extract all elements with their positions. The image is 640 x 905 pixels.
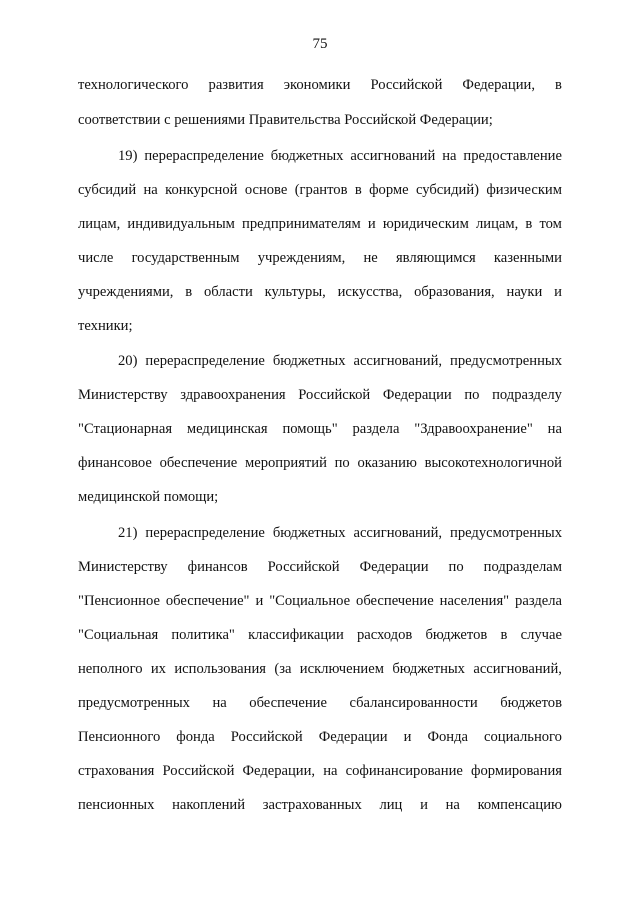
word: расходов — [356, 627, 413, 643]
word: Федерации — [318, 729, 388, 745]
word: форме — [369, 182, 409, 198]
word: компенсацию — [477, 797, 562, 813]
word: не — [363, 250, 378, 266]
text-line — [78, 215, 562, 233]
word: и — [367, 216, 376, 232]
word: случае — [520, 627, 562, 643]
word: Российской — [162, 763, 235, 779]
word: культуры, — [264, 284, 326, 300]
word: помощь" — [282, 421, 338, 437]
word: формирования — [471, 763, 562, 779]
word: конкурсной — [165, 182, 238, 198]
word: Пенсионного — [78, 729, 161, 745]
text-line — [78, 626, 562, 644]
text-line — [78, 386, 562, 404]
word: 19) — [118, 148, 138, 164]
word: том — [539, 216, 562, 232]
word: Российской — [370, 77, 443, 93]
word: раздела — [352, 421, 400, 437]
word: оказанию — [357, 455, 417, 471]
word: развития — [208, 77, 264, 93]
word: казенными — [493, 250, 562, 266]
word: на — [323, 763, 338, 779]
word: Фонда — [427, 729, 468, 745]
word: страхования — [78, 763, 155, 779]
word: в — [555, 77, 562, 93]
text-line — [78, 147, 562, 165]
word: социального — [484, 729, 562, 745]
word: сбалансированности — [349, 695, 478, 711]
word: перераспределение — [145, 525, 265, 541]
text-line — [78, 558, 562, 576]
word: софинансирование — [345, 763, 463, 779]
word: бюджетов — [425, 627, 488, 643]
word: фонда — [176, 729, 215, 745]
word: здравоохранения — [180, 387, 286, 403]
word: обеспечение — [356, 593, 434, 609]
word: лиц — [379, 797, 403, 813]
word: лицам, — [78, 216, 121, 232]
word: Федерации, — [242, 763, 316, 779]
word: и — [420, 797, 428, 813]
word: и — [255, 593, 264, 609]
word: по — [334, 455, 350, 471]
word: "Пенсионное — [78, 593, 160, 609]
word: предусмотренных — [78, 695, 190, 711]
word: обеспечение" — [165, 593, 250, 609]
word: предусмотренных — [450, 525, 562, 541]
word: науки — [506, 284, 543, 300]
word: "Стационарная — [78, 421, 173, 437]
word: на — [547, 421, 562, 437]
word: ассигнований, — [473, 661, 562, 677]
word: предоставление — [463, 148, 562, 164]
word: обеспечение — [159, 455, 238, 471]
word: ассигнований, — [353, 353, 443, 369]
word: застрахованных — [262, 797, 362, 813]
word: в — [525, 216, 533, 232]
word: 20) — [118, 353, 138, 369]
word: финансовое — [78, 455, 152, 471]
word: бюджетных — [392, 661, 465, 677]
word: раздела — [515, 593, 562, 609]
word: по — [448, 559, 464, 575]
word: исключением — [299, 661, 384, 677]
word: населения" — [439, 593, 510, 609]
text-line: техники; — [78, 318, 133, 334]
word: на — [143, 182, 158, 198]
word: ассигнований — [350, 148, 436, 164]
word: по — [464, 387, 480, 403]
word: 21) — [118, 525, 138, 541]
word: бюджетных — [270, 148, 344, 164]
word: "Здравоохранение" — [414, 421, 533, 437]
text-line — [78, 728, 562, 746]
word: индивидуальным — [127, 216, 235, 232]
text-line — [78, 524, 562, 542]
word: в — [354, 182, 362, 198]
word: высокотехнологичной — [424, 455, 562, 471]
word: (грантов — [294, 182, 348, 198]
word: подразделам — [483, 559, 562, 575]
word: и — [403, 729, 412, 745]
word: предусмотренных — [450, 353, 562, 369]
word: перераспределение — [145, 353, 265, 369]
word: числе — [78, 250, 114, 266]
word: "Социальная — [78, 627, 159, 643]
word: мероприятий — [244, 455, 327, 471]
word: на — [212, 695, 227, 711]
word: в — [500, 627, 508, 643]
word: Федерации, — [462, 77, 535, 93]
word: финансов — [187, 559, 248, 575]
text-line — [78, 454, 562, 472]
word: являющимся — [395, 250, 476, 266]
text-line — [78, 283, 562, 301]
word: Российской — [298, 387, 371, 403]
text-line — [78, 420, 562, 438]
text-line — [78, 76, 562, 94]
word: пенсионных — [78, 797, 155, 813]
text-line — [78, 249, 562, 267]
word: физическим — [486, 182, 562, 198]
word: ассигнований, — [353, 525, 443, 541]
text-line: медицинской помощи; — [78, 489, 219, 505]
word: использования — [174, 661, 266, 677]
word: Министерству — [78, 559, 168, 575]
word: на — [442, 148, 457, 164]
word: Российской — [267, 559, 340, 575]
word: подразделу — [492, 387, 562, 403]
text-line — [78, 660, 562, 678]
text-line — [78, 694, 562, 712]
word: "Социальное — [269, 593, 351, 609]
word: государственным — [131, 250, 240, 266]
word: учреждениям, — [257, 250, 346, 266]
text-line — [78, 592, 562, 610]
word: бюджетных — [272, 525, 346, 541]
word: субсидий — [78, 182, 137, 198]
word: неполного — [78, 661, 143, 677]
text-line — [78, 352, 562, 370]
word: и — [554, 284, 562, 300]
word: субсидий) — [415, 182, 479, 198]
word: технологического — [78, 77, 189, 93]
word: политика" — [171, 627, 235, 643]
word: юридическим — [382, 216, 469, 232]
text-line: соответствии с решениями Правительства Российской Федерации; — [78, 112, 493, 128]
word: обеспечение — [249, 695, 327, 711]
word: (за — [274, 661, 292, 677]
word: бюджетных — [272, 353, 346, 369]
word: классификации — [248, 627, 344, 643]
word: бюджетов — [500, 695, 562, 711]
word: искусства, — [337, 284, 403, 300]
text-line — [78, 762, 562, 780]
word: Федерации — [359, 559, 429, 575]
word: накоплений — [172, 797, 246, 813]
page-number: 75 — [312, 36, 328, 52]
text-line — [78, 796, 562, 814]
word: экономики — [283, 77, 351, 93]
word: Министерству — [78, 387, 168, 403]
word: перераспределение — [144, 148, 264, 164]
word: лицам, — [476, 216, 519, 232]
word: предпринимателям — [242, 216, 361, 232]
word: области — [204, 284, 253, 300]
word: медицинская — [186, 421, 268, 437]
word: на — [445, 797, 460, 813]
word: их — [150, 661, 166, 677]
word: Российской — [230, 729, 303, 745]
word: учреждениями, — [78, 284, 174, 300]
word: в — [185, 284, 193, 300]
word: Федерации — [382, 387, 452, 403]
word: образования, — [414, 284, 495, 300]
word: основе — [244, 182, 288, 198]
text-line — [78, 181, 562, 199]
